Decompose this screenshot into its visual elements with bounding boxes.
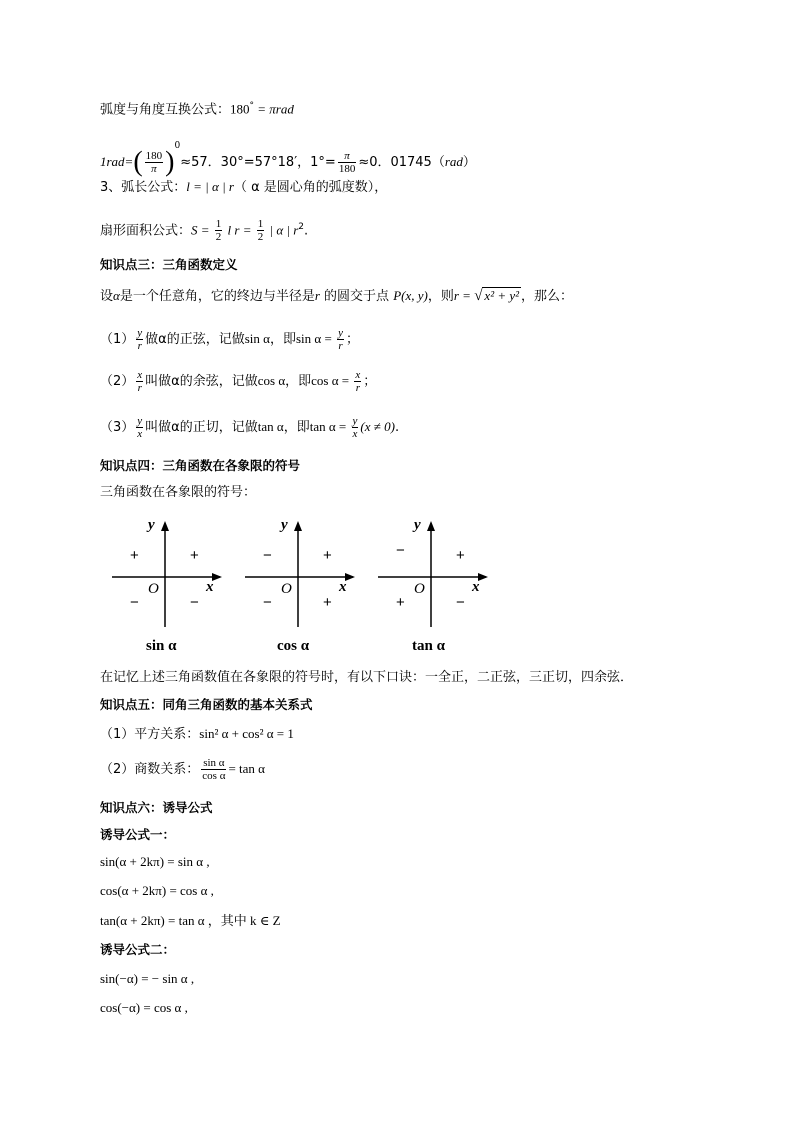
one-rad-lhs: 1rad= xyxy=(100,154,134,169)
alpha-symbol: α xyxy=(113,288,120,303)
sine-quadrant-diagram xyxy=(110,515,235,660)
q4-sign: + xyxy=(323,594,332,611)
q1-sign: + xyxy=(456,547,465,564)
degree-mark: ° xyxy=(249,101,255,111)
arc-length-note: （ α 是圆心角的弧度数）， xyxy=(233,180,388,195)
q3-sign: + xyxy=(396,594,405,611)
sector-area-line xyxy=(100,210,308,244)
close-paren: ) xyxy=(165,146,175,178)
quotient-relation: （2）商数关系： $\frac{\text{sin α}}{\text{cos α}}$ = tan α xyxy=(100,757,265,782)
kp6-heading: 知识点六：诱导公式 xyxy=(100,800,213,815)
tangent-quadrant-diagram xyxy=(376,515,501,660)
approx-text-2: ≈0．01745（ xyxy=(358,155,445,170)
kp4-heading: 知识点四：三角函数在各象限的符号 xyxy=(100,458,301,473)
definition-tangent: （3） $\frac{y}{x}$ 叫做α的正切，记做tan α，即tan α = $\frac{y}{x}$ (x ≠ 0). xyxy=(100,415,400,440)
function-label: sin α xyxy=(146,638,177,654)
x-arrow-icon xyxy=(212,573,222,581)
one-rad-line xyxy=(100,128,476,178)
q2-sign: − xyxy=(396,542,405,559)
y-arrow-icon xyxy=(427,521,435,531)
exponent-zero: 0 xyxy=(174,141,181,151)
sqrt-sign: √ xyxy=(474,288,483,304)
sector-square: 2 xyxy=(298,222,305,232)
kp5-heading: 知识点五：同角三角函数的基本关系式 xyxy=(100,697,313,712)
q3-sign: − xyxy=(263,594,272,611)
q2-sign: + xyxy=(130,547,139,564)
open-paren: ( xyxy=(133,146,143,178)
frac-y-over-x: $\frac{y}{x}$ xyxy=(137,415,143,440)
frac-half-1: $\frac{1}{2}$ xyxy=(215,218,222,244)
frac-pi-over-180: $\frac{\pi}{180}$ xyxy=(338,150,356,175)
formula1-cos: cos(α + 2kπ) = cos α , xyxy=(100,883,214,898)
sector-end: . xyxy=(304,223,309,239)
sector-s: S = xyxy=(191,222,213,238)
pi-rad: = πrad xyxy=(254,101,294,117)
sector-area-label: 扇形面积公式： xyxy=(100,223,192,239)
y-label: y xyxy=(148,517,155,533)
frac-x-over-r: $\frac{x}{r}$ xyxy=(137,369,143,394)
origin-label: O xyxy=(414,581,425,597)
point-p: P(x, y) xyxy=(393,288,428,303)
kp3-intro: 设α是一个任意角，它的终边与半径是r 的圆交于点 P(x, y)，则r = √ x² + y² ，那么： xyxy=(100,288,574,304)
frac-y-over-r: $\frac{y}{r}$ xyxy=(137,327,143,352)
frac-y-over-r-2: $\frac{y}{r}$ xyxy=(338,327,343,352)
x-label: x xyxy=(206,579,214,595)
formula2-sin: sin(−α) = − sin α , xyxy=(100,971,195,986)
y-label: y xyxy=(281,517,288,533)
x-label: x xyxy=(472,579,480,595)
square-relation: （1）平方关系：sin² α + cos² α = 1 xyxy=(100,726,294,742)
sqrt-radicand: x² + y² xyxy=(484,288,520,303)
tan-identity: = tan α xyxy=(228,761,265,776)
frac-y-over-x-2: $\frac{y}{x}$ xyxy=(352,415,358,440)
conversion-label: 弧度与角度互换公式： xyxy=(100,102,231,118)
y-arrow-icon xyxy=(161,521,169,531)
definition-cosine: （2） $\frac{x}{r}$ 叫做α的余弦，记做cos α，即cos α = $\frac{x}{r}$ ； xyxy=(100,369,377,394)
origin-label: O xyxy=(281,581,292,597)
radius-r: r xyxy=(314,288,320,303)
x-arrow-icon xyxy=(345,573,355,581)
approx-text-1: ≈57．30°=57°18′，1°= xyxy=(180,155,336,170)
mnemonic-text: 在记忆上述三角函数值在各象限的符号时，有以下口诀：一全正，二正弦，三正切，四余弦． xyxy=(100,670,634,685)
arc-length-label: 3、弧长公式： xyxy=(100,180,187,195)
x-arrow-icon xyxy=(478,573,488,581)
arc-length-line xyxy=(100,177,387,198)
quadrant-sign-diagrams xyxy=(110,515,500,660)
cosine-quadrant-diagram xyxy=(243,515,368,660)
q1-sign: + xyxy=(323,547,332,564)
kp3-heading: 知识点三：三角函数定义 xyxy=(100,257,238,272)
arc-length-formula: l = | α | r xyxy=(186,179,234,194)
frac-sin-over-cos: $\frac{\text{sin α}}{\text{cos α}}$ xyxy=(202,757,226,782)
origin-label: O xyxy=(148,581,159,597)
function-label: tan α xyxy=(412,638,445,654)
conversion-formula-line xyxy=(100,96,294,120)
pythagorean-identity: sin² α + cos² α = 1 xyxy=(199,726,294,741)
induction-formula-2-title: 诱导公式二： xyxy=(100,942,176,957)
frac-x-over-r-2: $\frac{x}{r}$ xyxy=(355,369,361,394)
q2-sign: − xyxy=(263,547,272,564)
formula1-sin: sin(α + 2kπ) = sin α , xyxy=(100,854,210,869)
degrees-180: 180 xyxy=(230,101,250,117)
x-label: x xyxy=(339,579,347,595)
kp4-subtitle: 三角函数在各象限的符号： xyxy=(100,485,257,500)
q4-sign: − xyxy=(190,594,199,611)
frac-180-over-pi: $\frac{180}{\pi}$ xyxy=(145,150,163,175)
q4-sign: − xyxy=(456,594,465,611)
formula1-tan: tan(α + 2kπ) = tan α ，其中 k ∈ Z xyxy=(100,913,281,928)
y-label: y xyxy=(414,517,421,533)
definition-sine: （1） $\frac{y}{r}$ 做α的正弦，记做sin α，即sin α = $\frac{y}{r}$ ； xyxy=(100,327,359,352)
formula2-cos: cos(−α) = cos α , xyxy=(100,1000,188,1015)
induction-formula-1-title: 诱导公式一： xyxy=(100,827,176,842)
sector-alpha-r: | α | r xyxy=(266,222,299,238)
function-label: cos α xyxy=(277,638,310,654)
sector-lr: l r = xyxy=(224,222,255,238)
frac-half-2: $\frac{1}{2}$ xyxy=(257,218,264,244)
q3-sign: − xyxy=(130,594,139,611)
r-equals: r = xyxy=(453,288,475,303)
rad-unit: rad xyxy=(444,154,463,169)
q1-sign: + xyxy=(190,547,199,564)
close-bracket: ） xyxy=(462,155,476,170)
y-arrow-icon xyxy=(294,521,302,531)
